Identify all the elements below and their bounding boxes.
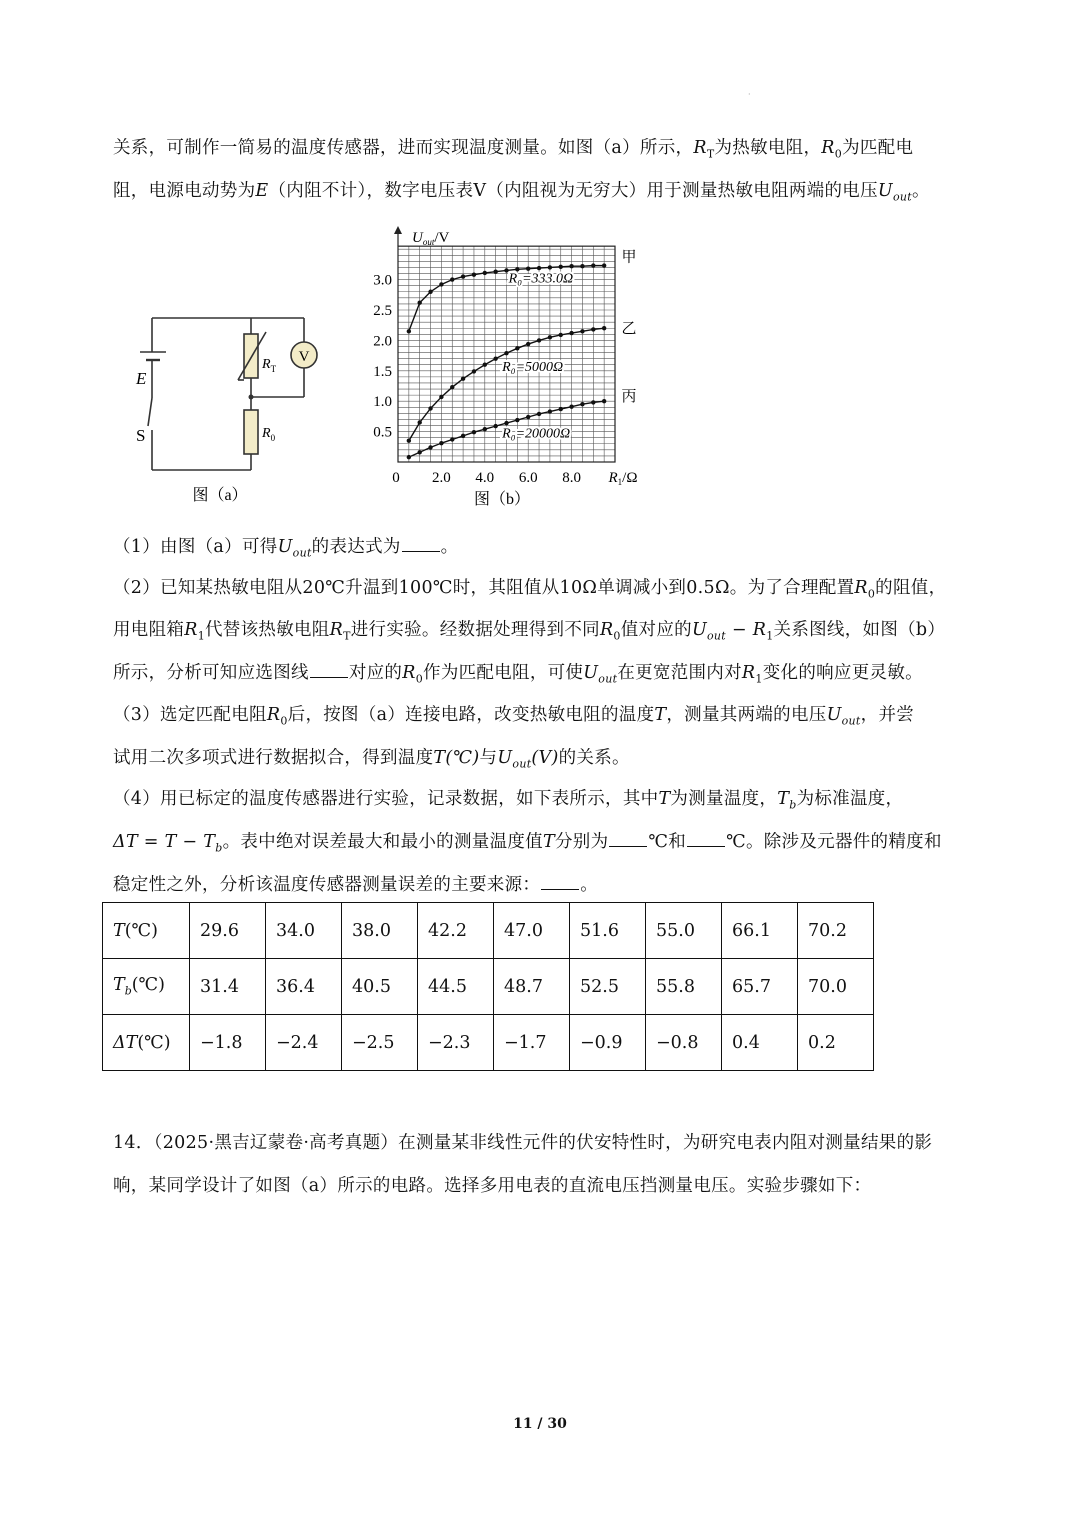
table-cell: 44.5 bbox=[418, 959, 494, 1015]
rt-label: R bbox=[262, 357, 271, 372]
table-cell: 0.4 bbox=[722, 1015, 798, 1071]
data-point bbox=[504, 351, 508, 355]
data-point bbox=[472, 369, 476, 373]
data-point bbox=[418, 450, 422, 454]
x-tick-label: 6.0 bbox=[518, 470, 538, 486]
problem-14-line-2: 响，某同学设计了如图（a）所示的电路。选择多用电表的直流电压挡测量电压。实验步骤如下： bbox=[113, 1176, 872, 1196]
table-cell: 65.7 bbox=[722, 959, 798, 1015]
data-point bbox=[418, 420, 422, 424]
data-point bbox=[450, 437, 454, 441]
answer-blank-2 bbox=[310, 663, 348, 678]
data-point bbox=[591, 327, 595, 331]
data-point bbox=[580, 329, 584, 333]
table-cell: 52.5 bbox=[570, 959, 646, 1015]
data-point bbox=[439, 441, 443, 445]
table-cell: 36.4 bbox=[266, 959, 342, 1015]
data-point bbox=[493, 356, 497, 360]
rt-sub: T bbox=[270, 364, 277, 374]
data-point bbox=[591, 400, 595, 404]
data-point bbox=[569, 264, 573, 268]
table-cell: 51.6 bbox=[570, 903, 646, 959]
data-point bbox=[548, 409, 552, 413]
data-point bbox=[504, 421, 508, 425]
answer-blank-1 bbox=[402, 537, 440, 552]
origin-label: 0 bbox=[392, 470, 400, 486]
r0-sub: 0 bbox=[270, 433, 276, 443]
question-2-line-2: 用电阻箱$R_1$代替该热敏电阻$R_T$进行实验。经数据处理得到不同$R_0$值对应的$U_{out} - R_1$关系图线，如图（b） bbox=[113, 620, 946, 643]
data-point bbox=[428, 445, 432, 449]
table-cell: 70.2 bbox=[798, 903, 874, 959]
data-table bbox=[102, 902, 874, 1071]
question-2-line-1: （2）已知某热敏电阻从20℃升温到100℃时，其阻值从10Ω单调减小到0.5Ω。为了合理配置$R_0$的阻值， bbox=[113, 578, 947, 601]
table-cell: 31.4 bbox=[190, 959, 266, 1015]
table-cell: 42.2 bbox=[418, 903, 494, 959]
series-name-1: 乙 bbox=[621, 321, 637, 338]
table-cell: 55.8 bbox=[646, 959, 722, 1015]
y-tick-label: 2.0 bbox=[373, 333, 392, 350]
y-tick-label: 2.5 bbox=[373, 303, 392, 319]
data-point bbox=[493, 424, 497, 428]
data-point bbox=[418, 301, 422, 305]
data-point bbox=[537, 338, 541, 342]
page-number: 11 / 30 bbox=[513, 1416, 567, 1432]
answer-blank-5 bbox=[541, 875, 579, 890]
data-point bbox=[559, 407, 563, 411]
data-point bbox=[483, 427, 487, 431]
table-row bbox=[103, 1015, 874, 1071]
data-point bbox=[580, 264, 584, 268]
y-axis-label: $U_{out}/V$ bbox=[412, 230, 450, 247]
table-cell: 40.5 bbox=[342, 959, 418, 1015]
table-cell: −2.3 bbox=[418, 1015, 494, 1071]
table-cell: −1.7 bbox=[494, 1015, 570, 1071]
row-header: T(℃) bbox=[103, 903, 190, 959]
table-cell: −0.9 bbox=[570, 1015, 646, 1071]
r0-label: R bbox=[262, 426, 271, 441]
problem-14-line-1: 14．（2025·黑吉辽蒙卷·高考真题）在测量某非线性元件的伏安特性时，为研究电表内阻对测量结果的影 bbox=[113, 1133, 933, 1153]
table-cell: 0.2 bbox=[798, 1015, 874, 1071]
table-cell: 34.0 bbox=[266, 903, 342, 959]
x-tick-label: 8.0 bbox=[562, 470, 581, 486]
row-header: ΔT(℃) bbox=[103, 1015, 190, 1071]
x-tick-label: 2.0 bbox=[432, 470, 451, 486]
x-axis-label: $R_1/\Omega$ bbox=[608, 470, 638, 487]
fig-a-caption: 图（a） bbox=[192, 487, 248, 504]
data-point bbox=[602, 263, 606, 267]
answer-blank-4 bbox=[687, 832, 725, 847]
table-cell: 66.1 bbox=[722, 903, 798, 959]
data-point bbox=[439, 282, 443, 286]
data-point bbox=[537, 412, 541, 416]
data-point bbox=[580, 402, 584, 406]
series-annotation-1: R₀=5000Ω bbox=[502, 359, 564, 375]
data-point bbox=[569, 404, 573, 408]
svg-text:RT bbox=[261, 357, 277, 374]
data-point bbox=[461, 377, 465, 381]
data-point bbox=[569, 331, 573, 335]
text-line-2: 阻，电源电动势为E（内阻不计），数字电压表V（内阻视为无穷大）用于测量热敏电阻两端的电压$U_{out}$。 bbox=[113, 181, 930, 204]
data-point bbox=[515, 346, 519, 350]
data-point bbox=[493, 269, 497, 273]
data-point bbox=[559, 265, 563, 269]
question-1: （1）由图（a）可得$U_{out}$的表达式为 。 bbox=[113, 537, 459, 560]
data-point bbox=[450, 277, 454, 281]
data-point bbox=[428, 290, 432, 294]
data-point bbox=[407, 329, 411, 333]
table-cell: −2.5 bbox=[342, 1015, 418, 1071]
data-point bbox=[548, 335, 552, 339]
circuit-diagram bbox=[120, 300, 330, 515]
data-point bbox=[526, 266, 530, 270]
question-3-line-1: （3）选定匹配电阻$R_0$后，按图（a）连接电路，改变热敏电阻的温度T，测量其两端的电压$U_{out}$，并尝 bbox=[113, 705, 915, 728]
question-4-line-1: （4）用已标定的温度传感器进行实验，记录数据，如下表所示，其中T为测量温度，$T_b$为标准温度， bbox=[113, 789, 904, 812]
table-row bbox=[103, 903, 874, 959]
emf-label: E bbox=[136, 369, 147, 388]
data-point bbox=[472, 430, 476, 434]
question-2-line-3: 所示，分析可知应选图线 对应的$R_0$作为匹配电阻，可使$U_{out}$在更宽范围内对$R_1$变化的响应更灵敏。 bbox=[113, 663, 923, 686]
question-4-line-2: $\Delta T = T - T_b$。表中绝对误差最大和最小的测量温度值T分别为 ℃和 ℃。除涉及元器件的精度和 bbox=[113, 832, 942, 855]
data-point bbox=[602, 399, 606, 403]
series-name-2: 丙 bbox=[621, 389, 637, 406]
question-3-line-2: 试用二次多项式进行数据拟合，得到温度T(℃)与$U_{out}(V)$的关系。 bbox=[113, 748, 630, 771]
x-tick-label: 4.0 bbox=[475, 470, 495, 486]
y-tick-label: 3.0 bbox=[373, 272, 392, 289]
data-point bbox=[461, 274, 465, 278]
data-point bbox=[439, 395, 443, 399]
data-point bbox=[407, 439, 411, 443]
table-cell: −2.4 bbox=[266, 1015, 342, 1071]
data-point bbox=[602, 326, 606, 330]
svg-text:R0 bbox=[261, 426, 276, 443]
figure-b-graph bbox=[368, 222, 658, 512]
series-annotation-0: R₀=333.0Ω bbox=[508, 271, 574, 287]
data-point bbox=[591, 263, 595, 267]
table-cell: −1.8 bbox=[190, 1015, 266, 1071]
data-point bbox=[428, 406, 432, 410]
data-point bbox=[526, 415, 530, 419]
data-point bbox=[526, 342, 530, 346]
data-point bbox=[559, 333, 563, 337]
row-header: $T_b(℃)$ bbox=[103, 959, 190, 1015]
data-point bbox=[472, 273, 476, 277]
data-point bbox=[483, 271, 487, 275]
table-cell: 48.7 bbox=[494, 959, 570, 1015]
table-cell: 29.6 bbox=[190, 903, 266, 959]
table-cell: 38.0 bbox=[342, 903, 418, 959]
series-annotation-2: R₀=20000Ω bbox=[502, 426, 571, 442]
data-point bbox=[450, 385, 454, 389]
y-tick-label: 1.5 bbox=[373, 363, 392, 380]
data-point bbox=[537, 266, 541, 270]
series-name-0: 甲 bbox=[621, 249, 637, 266]
table-cell: 70.0 bbox=[798, 959, 874, 1015]
table-cell: −0.8 bbox=[646, 1015, 722, 1071]
switch-label: S bbox=[136, 426, 146, 445]
y-axis-arrow bbox=[394, 226, 402, 234]
y-tick-label: 1.0 bbox=[373, 394, 392, 411]
table-row bbox=[103, 959, 874, 1015]
data-point bbox=[515, 418, 519, 422]
data-point bbox=[483, 363, 487, 367]
table-cell: 47.0 bbox=[494, 903, 570, 959]
fig-b-caption: 图（b） bbox=[473, 491, 531, 508]
data-point bbox=[548, 265, 552, 269]
table-cell: 55.0 bbox=[646, 903, 722, 959]
stray-dot: · bbox=[748, 90, 751, 99]
y-tick-label: 0.5 bbox=[373, 424, 392, 441]
voltmeter-label: V bbox=[298, 349, 310, 365]
question-4-line-3: 稳定性之外，分析该温度传感器测量误差的主要来源： 。 bbox=[113, 875, 599, 895]
answer-blank-3 bbox=[609, 832, 647, 847]
data-point bbox=[461, 434, 465, 438]
data-point bbox=[407, 455, 411, 459]
text-line-1: 关系，可制作一简易的温度传感器，进而实现温度测量。如图（a）所示，$R_T$为热敏电阻，$R_0$为匹配电 bbox=[113, 138, 914, 161]
